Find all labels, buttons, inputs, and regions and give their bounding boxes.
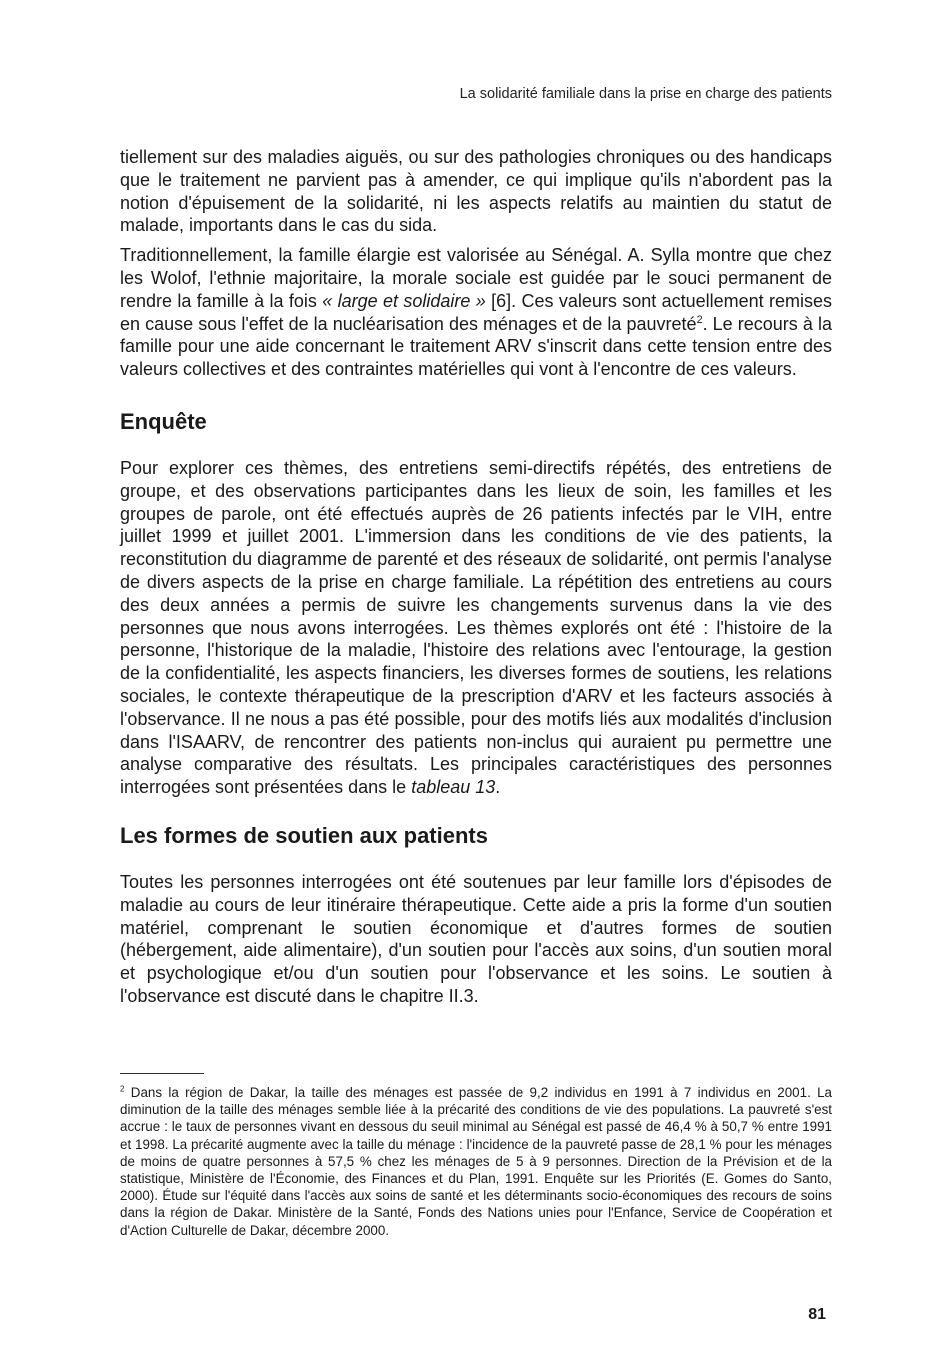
paragraph-continuation: tiellement sur des maladies aiguës, ou sur des pathologies chroniques ou des handicaps que le traitement ne parvient pas à amender, ce qui implique qu'ils n'abordent pas la notion d'épuisement de la solidarité, ni les aspects relatifs au maintien du statut de malade, importants dans le cas du sida.: [120, 147, 832, 236]
text-run: Traditionnellement, la famille élargie est valorisée au Sénégal. A. Sylla montre que chez les Wolof, l'ethnie majoritaire, la morale sociale est guidée par le souci permanent de rendre la famille à la fois: [120, 245, 832, 311]
footnote-ref-2[interactable]: 2: [696, 313, 703, 326]
page-number: 81: [808, 1306, 826, 1323]
text-run: .: [495, 777, 501, 798]
main-text: [120, 146, 832, 1015]
heading-formes-de-soutien: Les formes de soutien aux patients: [120, 822, 488, 848]
text-run: [6]. Ces valeurs sont actuellement remises en cause sous l'effet de la nucléarisation des ménages et de la pauvreté: [120, 290, 832, 334]
footnote-text: Dans la région de Dakar, la taille des ménages est passée de 9,2 individus en 1991 à 7 individus en 2001. La diminution de la taille des ménages semble liée à la précarité des conditions de vie des populations. La pauvreté s'est accrue : le taux de personnes vivant en dessous du seuil minimal au Sénégal est passé de 46,4 % à 50,7 % entre 1991 et 1998. La précarité augmente avec la taille du ménage : l'incidence de la pauvreté passe de 28,1 % pour les ménages de moins de quatre personnes à 57,5 % chez les ménages de 5 à 9 personnes. Direction de la Prévision et de la statistique, Ministère de l'Économie, des Finances et du Plan, 1991. Enquête sur les Priorités (E. Gomes do Santo, 2000). Étude sur l'équité dans l'accès aux soins de santé et les déterminants socio-économiques des recours de soins dans la région de Dakar. Ministère de la Santé, Fonds des Nations unies pour l'Enfance, Service de Coopération et d'Action Culturelle de Dakar, décembre 2000.: [120, 1085, 832, 1238]
heading-enquete: Enquête: [120, 408, 207, 434]
text-run: Pour explorer ces thèmes, des entretiens semi-directifs répétés, des entretiens de groupe, et des observations participantes dans les lieux de soin, les familles et les groupes de parole, ont été effectués auprès de 26 patients infectés par le VIH, entre juillet 1999 et juillet 2001. L'immersion dans les conditions de vie des patients, la reconstitution du diagramme de parenté et des réseaux de solidarité, ont permis l'analyse de divers aspects de la prise en charge familiale. La répétition des entretiens au cours des deux années a permis de suivre les changements survenus dans la vie des personnes que nous avons interrogées. Les thèmes explorés ont été : l'histoire de la personne, l'historique de la maladie, l'histoire des relations avec l'entourage, la gestion de la confidentialité, les aspects financiers, les diverses formes de soutiens, les relations sociales, le contexte thérapeutique de la prescription d'ARV et les facteurs associés à l'observance. Il ne nous a pas été possible, pour des motifs liés aux modalités d'inclusion dans l'ISAARV, de rencontrer des patients non-inclus qui auraient pu permettre une analyse comparative des résultats. Les principales caractéristiques des personnes interrogées sont présentées dans le: [120, 457, 832, 798]
paragraph-formes-de-soutien: Toutes les personnes interrogées ont été soutenues par leur famille lors d'épisodes de maladie au cours de leur itinéraire thérapeutique. Cette aide a pris la forme d'un soutien matériel, comprenant le soutien économique et d'autres formes de soutien (hébergement, aide alimentaire), d'un soutien pour l'accès aux soins, d'un soutien moral et psychologique et/ou d'un soutien pour l'observance et les soins. Le soutien à l'observance est discuté dans le chapitre II.3.: [120, 871, 832, 1006]
table-reference: tableau 13: [411, 777, 496, 798]
footnote-separator: [120, 1073, 204, 1074]
footnote-marker: 2: [120, 1084, 125, 1094]
footnote-2: [120, 1084, 832, 1239]
paragraph-traditionnellement: [120, 244, 832, 381]
quote-large-et-solidaire: « large et solidaire »: [322, 290, 486, 311]
text-run: . Le recours à la famille pour une aide concernant le traitement ARV s'inscrit dans cette tension entre des valeurs collectives et des contraintes matérielles qui vont à l'encontre de ces valeurs.: [120, 313, 833, 380]
running-header: La solidarité familiale dans la prise en charge des patients: [459, 86, 832, 102]
paragraph-enquete: [120, 457, 832, 799]
